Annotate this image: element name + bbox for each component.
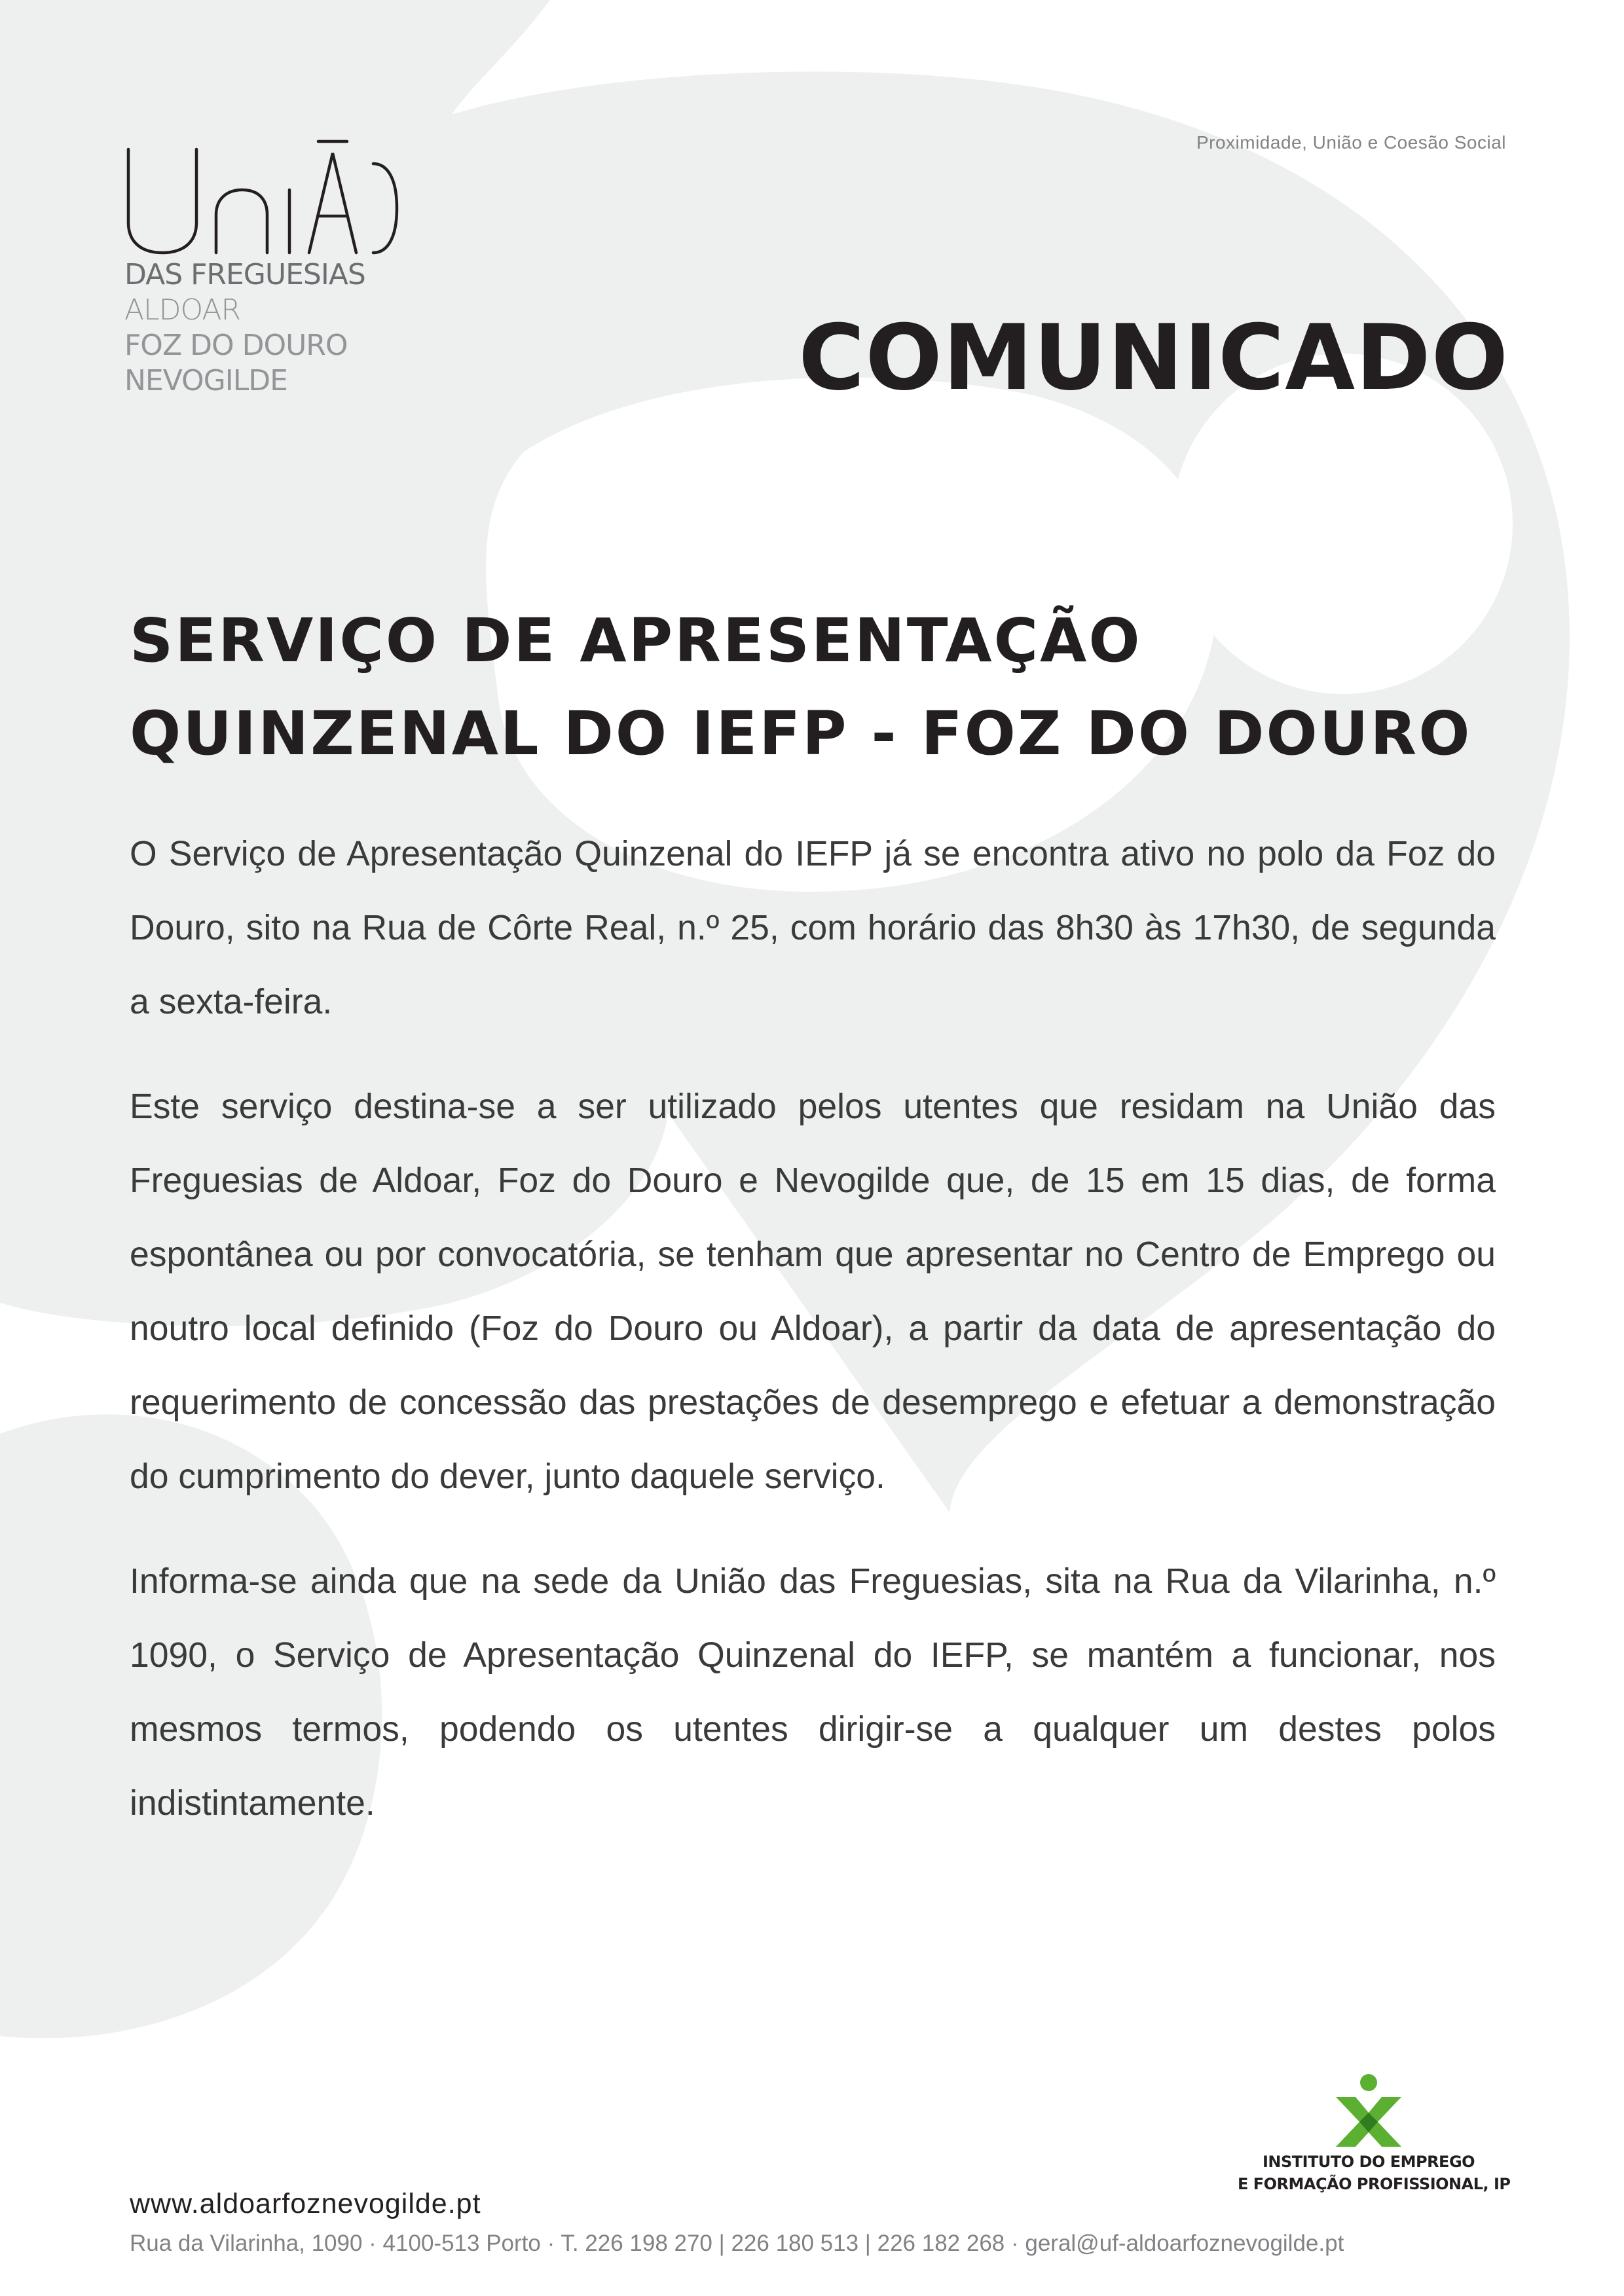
logo-line-foz-do-douro: FOZ DO DOURO <box>124 329 348 362</box>
page-title-line-2: QUINZENAL DO IEFP - FOZ DO DOURO <box>130 699 1472 769</box>
logo-line-aldoar: ALDOAR <box>124 293 241 327</box>
page-title <box>130 594 1518 780</box>
iefp-figure-icon <box>1329 2072 1408 2151</box>
footer-website-link[interactable]: www.aldoarfoznevogilde.pt <box>130 2188 481 2219</box>
body-paragraph-1: O Serviço de Apresentação Quinzenal do IEFP já se encontra ativo no polo da Foz do Douro, sito na Rua de Côrte Real, n.º 25, com horário das 8h30 às 17h30, de segunda a sexta-feira. <box>130 835 1496 1021</box>
body-paragraph-2: Este serviço destina-se a ser utilizado pelos utentes que residam na União das Freguesias de Aldoar, Foz do Douro e Nevogilde que, de 15 em 15 dias, de forma espontânea ou por convocatória, se tenham que apresentar no Centro de Emprego ou noutro local definido (Foz do Douro ou Aldoar), a partir da data de apresentação do requerimento de concessão das prestações de desemprego e efetuar a demonstração do cumprimento do dever, junto daquele serviço. <box>130 1087 1496 1496</box>
document-type-heading: COMUNICADO <box>798 305 1509 410</box>
logo-line-nevogilde: NEVOGILDE <box>124 364 287 397</box>
page-title-line-1: SERVIÇO DE APRESENTAÇÃO <box>130 606 1142 676</box>
iefp-logo <box>1238 2072 1511 2195</box>
header-tagline: Proximidade, União e Coesão Social <box>1196 132 1506 153</box>
union-wordmark <box>124 137 413 255</box>
iefp-line-1: INSTITUTO DO EMPREGO <box>1262 2153 1475 2171</box>
union-logo <box>124 137 413 395</box>
body-text <box>130 817 1496 1871</box>
body-paragraph-3: Informa-se ainda que na sede da União das Freguesias, sita na Rua da Vilarinha, n.º 1090, o Serviço de Apresentação Quinzenal do IEFP, se mantém a funcionar, nos mesmos termos, podendo os utentes dirigir-se a qualquer um destes polos indistintamente. <box>130 1562 1496 1823</box>
iefp-line-2: E FORMAÇÃO PROFISSIONAL, IP <box>1238 2175 1511 2193</box>
logo-line-das-freguesias: DAS FREGUESIAS <box>124 258 365 291</box>
footer-address: Rua da Vilarinha, 1090 · 4100-513 Porto · T. 226 198 270 | 226 180 513 | 226 182 268 · geral@uf-aldoarfoznevogilde.pt <box>130 2231 1344 2256</box>
union-wordmark-graphic <box>124 137 399 255</box>
